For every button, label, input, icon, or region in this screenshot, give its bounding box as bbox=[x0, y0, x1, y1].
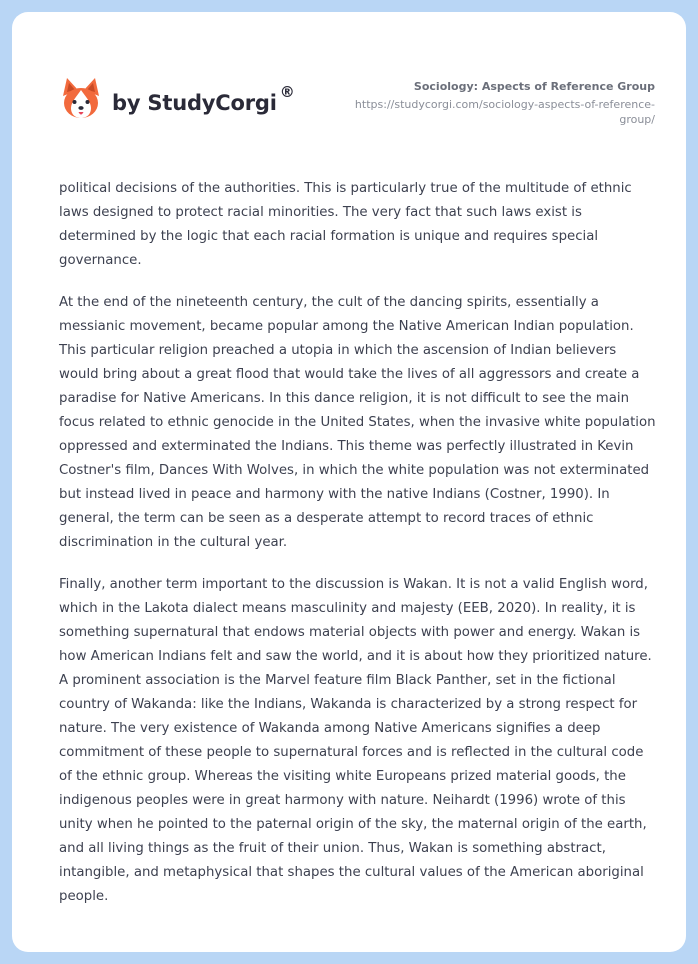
document-body bbox=[59, 177, 659, 927]
document-url[interactable]: https://studycorgi.com/sociology-aspects-of-reference-group/ bbox=[354, 98, 655, 126]
corgi-logo-icon bbox=[60, 76, 102, 122]
paragraph: political decisions of the authorities. This is particularly true of the multitude of ethnic laws designed to protect racial minorities. The very fact that such laws exist is determined by the logic that each racial formation is unique and requires special governance. bbox=[59, 181, 632, 268]
paragraph: At the end of the nineteenth century, the cult of the dancing spirits, essentially a messianic movement, became popular among the Native American Indian population. This particular religion preached a utopia in which the ascension of Indian believers would bring about a great flood that would take the lives of all aggressors and create a paradise for Native Americans. In this dance religion, it is not difficult to see the main focus related to ethnic genocide in the United States, when the invasive white population oppressed and exterminated the Indians. This theme was perfectly illustrated in Kevin Costner's film, Dances With Wolves, in which the white population was not exterminated but instead lived in peace and harmony with the native Indians (Costner, 1990). In general, the term can be seen as a desperate attempt to record traces of ethnic discrimination in the cultural year. bbox=[59, 295, 656, 550]
registered-mark: ® bbox=[279, 83, 295, 101]
brand-name: by StudyCorgi ® bbox=[112, 83, 295, 115]
document-page bbox=[12, 12, 686, 952]
document-meta bbox=[325, 79, 655, 127]
paragraph: Finally, another term important to the discussion is Wakan. It is not a valid English word, which in the Lakota dialect means masculinity and majesty (EEB, 2020). In reality, it is something supernatural that endows material objects with power and energy. Wakan is how American Indians felt and saw the world, and it is about how they prioritized nature. A prominent association is the Marvel feature film Black Panther, set in the fictional country of Wakanda: like the Indians, Wakanda is characterized by a strong respect for nature. The very existence of Wakanda among Native Americans signifies a deep commitment of these people to supernatural forces and is reflected in the cultural code of the ethnic group. Whereas the visiting white Europeans prized material goods, the indigenous peoples were in great harmony with nature. Neihardt (1996) wrote of this unity when he pointed to the paternal origin of the sky, the maternal origin of the earth, and all living things as the fruit of their union. Thus, Wakan is something abstract, intangible, and metaphysical that shapes the cultural values of the American aboriginal people. bbox=[59, 577, 652, 904]
document-title: Sociology: Aspects of Reference Group bbox=[413, 80, 655, 93]
studycorgi-logo[interactable] bbox=[60, 76, 295, 122]
